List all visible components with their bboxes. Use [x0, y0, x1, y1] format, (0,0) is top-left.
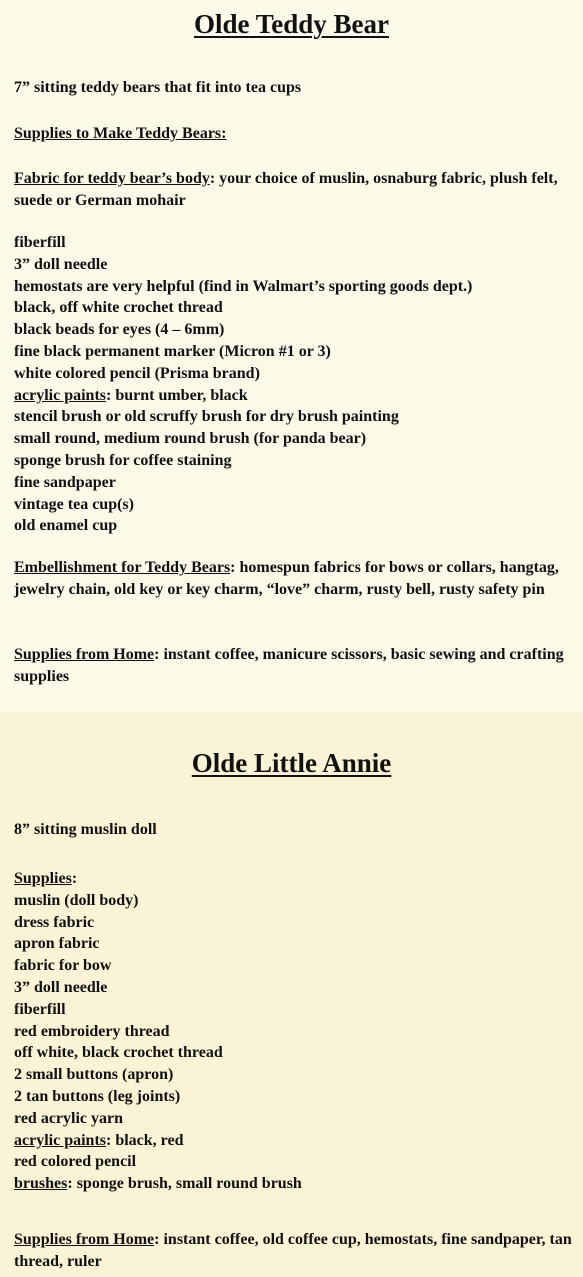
list-item-paints — [14, 385, 579, 407]
list-item: fiberfill — [14, 234, 66, 251]
list-item: hemostats are very helpful (find in Walmart’s sporting goods dept.) — [14, 277, 473, 295]
annie-paints-label: acrylic paints — [14, 1131, 106, 1149]
annie-home-label: Supplies from Home — [14, 1231, 155, 1248]
list-item: sponge brush for coffee staining — [14, 451, 232, 469]
list-item: small round, medium round brush (for panda bear) — [14, 430, 367, 448]
teddy-supplies-heading: Supplies to Make Teddy Bears: — [14, 125, 227, 142]
list-item: black, off white crochet thread — [14, 299, 223, 317]
teddy-embellish-text: : homespun fabrics for bows or collars, hangtag, jewelry chain, old key or key charm, “love” charm, rusty bell, rusty safety pin — [14, 559, 559, 598]
little-annie-section — [0, 712, 583, 1277]
list-item: fiberfill — [14, 1000, 66, 1018]
annie-supply-list — [14, 868, 579, 1195]
list-item: red acrylic yarn — [14, 1109, 124, 1127]
teddy-fabric-label: Fabric for teddy bear’s body — [14, 170, 210, 187]
list-item: muslin (doll body) — [14, 891, 139, 909]
teddy-paints-text: : burnt umber, black — [106, 386, 248, 404]
list-item: 2 tan buttons (leg joints) — [14, 1087, 181, 1105]
list-item: red colored pencil — [14, 1153, 137, 1171]
annie-home-paragraph — [14, 1229, 580, 1273]
list-item: stencil brush or old scruffy brush for dry brush painting — [14, 408, 399, 426]
list-item: off white, black crochet thread — [14, 1044, 223, 1062]
list-item: white colored pencil (Prisma brand) — [14, 364, 260, 382]
list-item-brushes — [14, 1173, 579, 1195]
teddy-title: Olde Teddy Bear — [193, 9, 390, 39]
list-item: old enamel cup — [14, 517, 118, 535]
list-item-paints — [14, 1130, 579, 1152]
list-item: red embroidery thread — [14, 1022, 170, 1040]
teddy-paints-label: acrylic paints — [14, 386, 106, 404]
annie-brushes-label: brushes — [14, 1175, 68, 1193]
teddy-home-label: Supplies from Home — [14, 646, 155, 663]
list-item: apron fabric — [14, 935, 100, 953]
annie-paints-text: : black, red — [106, 1131, 184, 1149]
teddy-subtitle: 7” sitting teddy bears that fit into tea cups — [14, 79, 302, 96]
annie-home-text: : instant coffee, old coffee cup, hemostats, fine sandpaper, tan thread, ruler — [14, 1231, 572, 1270]
annie-brushes-text: : sponge brush, small round brush — [67, 1175, 302, 1193]
teddy-embellish-label: Embellishment for Teddy Bears — [14, 559, 231, 576]
teddy-home-text: : instant coffee, manicure scissors, basic sewing and crafting supplies — [14, 646, 564, 685]
annie-subtitle: 8” sitting muslin doll — [14, 821, 157, 838]
teddy-home-paragraph — [14, 644, 574, 688]
annie-title: Olde Little Annie — [191, 748, 392, 778]
teddy-embellishment-paragraph — [14, 557, 574, 601]
list-item: 3” doll needle — [14, 255, 108, 273]
teddy-fabric-text: : your choice of muslin, osnaburg fabric, plush felt, suede or German mohair — [14, 170, 558, 209]
list-item: fine black permanent marker (Micron #1 or 3) — [14, 342, 331, 360]
list-item: vintage tea cup(s) — [14, 495, 134, 513]
teddy-fabric-paragraph — [14, 168, 574, 212]
list-item: fine sandpaper — [14, 473, 116, 491]
annie-supplies-heading: Supplies: — [14, 870, 78, 887]
list-item: black beads for eyes (4 – 6mm) — [14, 321, 225, 339]
list-item: 3” doll needle — [14, 978, 108, 996]
list-item: 2 small buttons (apron) — [14, 1066, 174, 1084]
list-item: fabric for bow — [14, 957, 112, 975]
list-item: dress fabric — [14, 913, 95, 931]
teddy-supply-list — [14, 232, 579, 537]
